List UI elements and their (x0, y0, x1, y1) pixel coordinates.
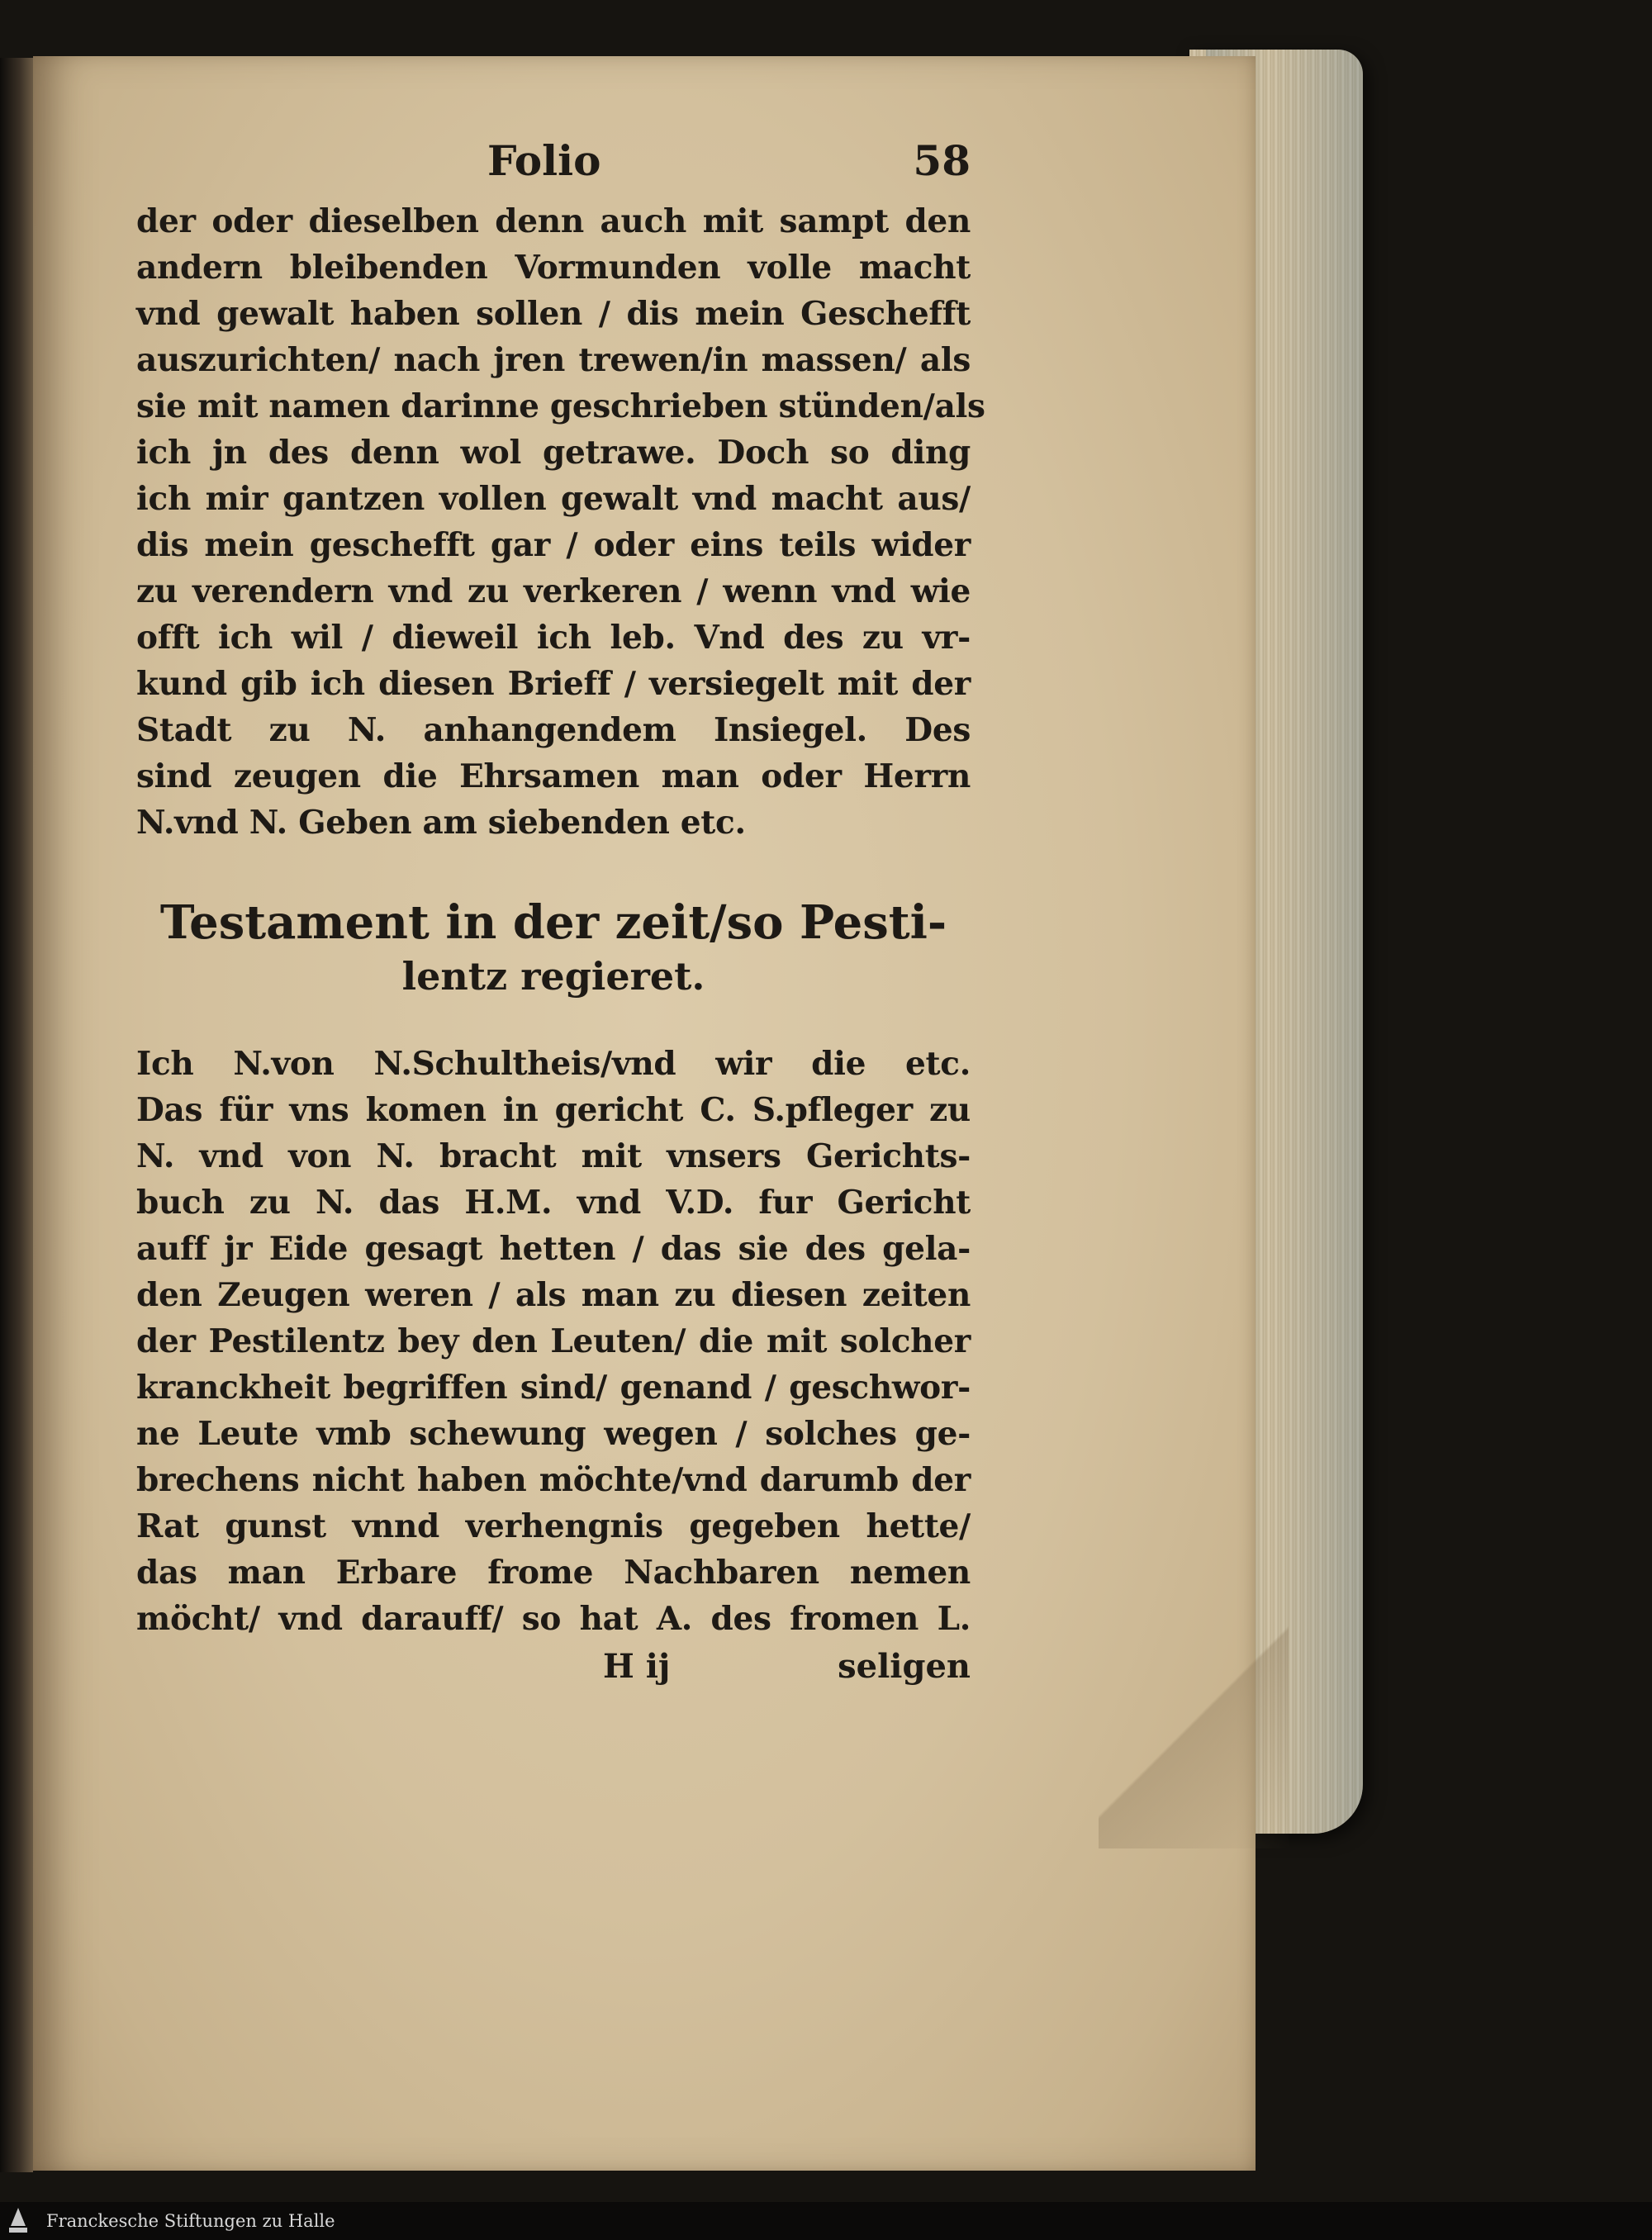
text-line: vnd gewalt haben sollen / dis mein Geschefft (136, 295, 971, 333)
attribution-label: Franckesche Stiftungen zu Halle (46, 2211, 335, 2231)
text-line: sie mit namen darinne geschrieben stünden/als (136, 387, 985, 425)
paragraph-1 (136, 198, 985, 846)
text-line: zu verendern vnd zu verkeren / wenn vnd wie (136, 572, 971, 610)
text-line: der oder dieselben denn auch mit sampt den (136, 202, 971, 240)
text-line: offt ich wil / dieweil ich leb. Vnd des zu vr- (136, 619, 971, 657)
paragraph-2 (136, 1041, 971, 1642)
text-line: ich mir gantzen vollen gewalt vnd macht aus/ (136, 480, 971, 518)
text-line: Ich N.von N.Schultheis/vnd wir die etc. (136, 1045, 971, 1083)
text-line: auff jr Eide gesagt hetten / das sie des gela- (136, 1230, 971, 1268)
text-line: Stadt zu N. anhangendem Insiegel. Des (136, 711, 971, 749)
folio-label: Folio (487, 136, 601, 185)
text-line: Das für vns komen in gericht C. S.pfleger zu (136, 1091, 971, 1129)
catchword: seligen (838, 1647, 971, 1686)
folio-number: 58 (913, 136, 971, 185)
running-header (136, 124, 971, 198)
institution-logo-icon (7, 2206, 30, 2236)
attribution-bar (0, 2202, 1652, 2240)
heading-line-2: lentz regieret. (401, 954, 705, 999)
text-line: buch zu N. das H.M. vnd V.D. fur Gericht (136, 1184, 971, 1222)
page-text (136, 124, 985, 1692)
text-line: andern bleibenden Vormunden volle macht (136, 249, 971, 287)
heading-line-1: Testament in der zeit/so Pesti- (159, 895, 947, 950)
text-line: dis mein geschefft gar / oder eins teils wider (136, 526, 971, 564)
page-corner-fold (1099, 1601, 1289, 1848)
text-line: auszurichten/ nach jren trewen/in massen/ als (136, 341, 971, 379)
text-line: ich jn des denn wol getrawe. Doch so ding (136, 434, 971, 472)
page-footer (136, 1642, 971, 1692)
text-line: sind zeugen die Ehrsamen man oder Herrn (136, 757, 971, 795)
text-line: kranckheit begriffen sind/ genand / geschwor- (136, 1369, 971, 1407)
text-line: N.vnd N. Geben am siebenden etc. (136, 804, 746, 842)
text-line: N. vnd von N. bracht mit vnsers Gerichts- (136, 1137, 971, 1175)
text-line: brechens nicht haben möchte/vnd darumb der (136, 1461, 971, 1499)
text-line: den Zeugen weren / als man zu diesen zeiten (136, 1276, 971, 1314)
text-line: das man Erbare frome Nachbaren nemen (136, 1554, 971, 1592)
signature-mark: H ij (603, 1647, 671, 1686)
text-line: der Pestilentz bey den Leuten/ die mit solcher (136, 1322, 971, 1360)
section-heading (136, 894, 971, 1001)
text-line: kund gib ich diesen Brieff / versiegelt mit der (136, 665, 971, 703)
text-line: Rat gunst vnnd verhengnis gegeben hette/ (136, 1507, 971, 1545)
book-spine (0, 58, 33, 2172)
text-line: möcht/ vnd darauff/ so hat A. des fromen L. (136, 1600, 971, 1638)
text-line: ne Leute vmb schewung wegen / solches ge- (136, 1415, 971, 1453)
